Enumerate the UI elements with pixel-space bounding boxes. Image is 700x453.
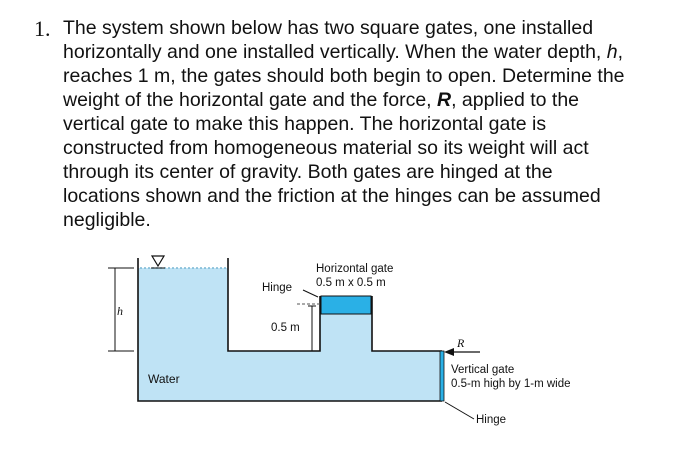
problem-number: 1. [34, 16, 51, 41]
water-label: Water [148, 372, 180, 386]
problem-line-9: negligible. [63, 209, 151, 231]
force-symbol: R [457, 336, 465, 350]
depth-variable: h [606, 41, 618, 63]
free-surface-triangle-icon [152, 256, 164, 266]
horizontal-gate [321, 296, 371, 314]
problem-line-5: vertical gate to make this happen. The horizontal gate is [63, 113, 547, 135]
problem-line-3: reaches 1 m, the gates should both begin to open. Determine the [63, 65, 625, 87]
vertical-gate [440, 351, 444, 401]
problem-line-8: locations shown and the friction at the hinges can be assumed [63, 185, 601, 207]
problem-line-7: through its center of gravity. Both gates are hinged at the [63, 161, 553, 183]
bottom-hinge-leader [445, 402, 474, 419]
problem-line-2-text: horizontally and one installed vertically. When the water depth, [63, 41, 607, 63]
vertical-gate-size: 0.5-m high by 1-m wide [451, 378, 571, 390]
horizontal-gate-size: 0.5 m x 0.5 m [316, 277, 386, 289]
bottom-hinge-label: Hinge [476, 414, 507, 426]
top-hinge-label: Hinge [262, 282, 293, 294]
problem-line-1: The system shown below has two square gates, one installed [63, 17, 594, 39]
step-height-label: 0.5 m [271, 322, 300, 334]
problem-line-4-tail: , applied to the [451, 89, 580, 111]
top-hinge-leader [303, 290, 318, 297]
vertical-gate-title: Vertical gate [451, 364, 515, 376]
problem-line-6: constructed from homogeneous material so its weight will act [63, 137, 589, 159]
force-variable: R [437, 89, 452, 111]
problem-line-4-text: weight of the horizontal gate and the force, [63, 89, 437, 111]
problem-line-2-tail: , [617, 41, 624, 63]
horizontal-gate-title: Horizontal gate [316, 263, 394, 275]
depth-symbol: h [117, 304, 123, 318]
force-r-arrowhead-icon [444, 348, 454, 356]
